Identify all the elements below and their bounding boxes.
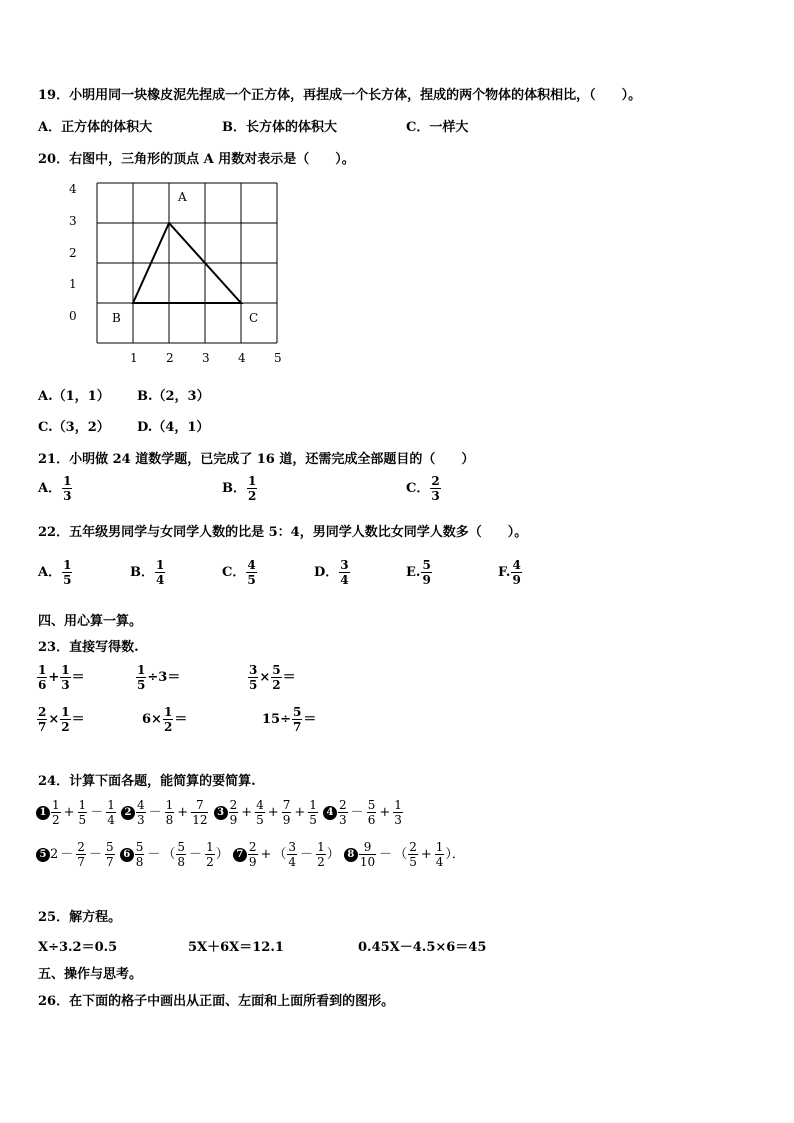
q22-option-f: F. $\frac{4}{9}$ xyxy=(498,558,521,587)
y-tick: 1 xyxy=(69,277,77,291)
q19-option-b: B．长方体的体积大 xyxy=(222,120,337,135)
q20-option-c: C.（3，2） xyxy=(38,420,110,435)
vertex-label-b: B xyxy=(112,311,121,325)
q22-stem: 22．五年级男同学与女同学人数的比是 5：4，男同学人数比女同学人数多（ ）。 xyxy=(38,525,528,540)
q23-stem: 23．直接写得数. xyxy=(38,640,139,655)
q19-option-a: A．正方体的体积大 xyxy=(38,120,153,135)
q22-option-e: E. $\frac{5}{9}$ xyxy=(406,558,431,587)
q20-option-a: A.（1，1） xyxy=(38,389,110,404)
item-number-badge: 2 xyxy=(121,806,135,820)
section-4-heading: 四、用心算一算。 xyxy=(38,614,143,629)
y-tick: 0 xyxy=(69,309,77,323)
q24-stem: 24．计算下面各题，能简算的要简算. xyxy=(38,774,256,789)
item-number-badge: 5 xyxy=(36,848,50,862)
q20-option-d: D.（4，1） xyxy=(137,420,210,435)
q24-row-1: 1 $\frac{1}{2}$ + $\frac{1}{5}$ － $\frac{1}{4}$ 2 $\frac{4}{3}$ － $\frac{1}{8}$ + $\frac{7}{12}$ 3 $\frac{2}{9}$ + $\frac{4}{5}$ + $\frac{7}{9}$ + $\frac{1}{5}$ 4 $\frac{2}{3}$ － $\frac{5}{6}$ + $\frac{1}{3}$ xyxy=(36,798,404,827)
q22-option-c: C． $\frac{4}{5}$ xyxy=(222,558,256,587)
y-tick: 2 xyxy=(69,246,77,260)
q20-option-b: B.（2，3） xyxy=(137,389,210,404)
q26-stem: 26．在下面的格子中画出从正面、左面和上面所看到的图形。 xyxy=(38,994,395,1009)
q23-item-6: 15÷ $\frac{5}{7}$ ＝ xyxy=(262,705,317,734)
item-number-badge: 3 xyxy=(214,806,228,820)
q21-option-a: A． $\frac{1}{3}$ xyxy=(38,474,72,503)
q22-option-a: A． $\frac{1}{5}$ xyxy=(38,558,72,587)
coordinate-grid xyxy=(60,178,300,373)
q21-option-c: C． $\frac{2}{3}$ xyxy=(406,474,440,503)
q23-item-3: $\frac{3}{5}$ × $\frac{5}{2}$ ＝ xyxy=(249,663,296,692)
q19-option-c: C．一样大 xyxy=(406,120,469,135)
q23-item-1: $\frac{1}{6}$ + $\frac{1}{3}$ ＝ xyxy=(38,663,85,692)
x-tick: 2 xyxy=(166,351,174,365)
y-tick: 3 xyxy=(69,214,77,228)
q25-stem: 25．解方程。 xyxy=(38,910,122,925)
x-tick: 4 xyxy=(238,351,246,365)
q20-stem: 20．右图中，三角形的顶点 A 用数对表示是（ ）。 xyxy=(38,152,355,167)
x-tick: 1 xyxy=(130,351,138,365)
q22-option-b: B． $\frac{1}{4}$ xyxy=(130,558,165,587)
q23-item-4: $\frac{2}{7}$ × $\frac{1}{2}$ ＝ xyxy=(38,705,85,734)
item-number-badge: 1 xyxy=(36,806,50,820)
x-tick: 3 xyxy=(202,351,210,365)
x-tick: 5 xyxy=(274,351,282,365)
q25-equation-2: 5X＋6X＝12.1 xyxy=(188,940,284,955)
q21-option-b: B． $\frac{1}{2}$ xyxy=(222,474,257,503)
item-number-badge: 6 xyxy=(120,848,134,862)
item-number-badge: 7 xyxy=(233,848,247,862)
q22-option-d: D． $\frac{3}{4}$ xyxy=(314,558,349,587)
q21-stem: 21．小明做 24 道数学题，已完成了 16 道，还需完成全部题目的（ ） xyxy=(38,452,475,467)
q25-equation-3: 0.45X－4.5×6＝45 xyxy=(358,940,487,955)
grid-figure xyxy=(60,178,300,373)
item-number-badge: 8 xyxy=(344,848,358,862)
q23-item-2: $\frac{1}{5}$ ÷3＝ xyxy=(137,663,181,692)
vertex-label-c: C xyxy=(249,311,259,325)
q25-equation-1: X÷3.2＝0.5 xyxy=(38,940,118,955)
q23-item-5: 6× $\frac{1}{2}$ ＝ xyxy=(142,705,188,734)
vertex-label-a: A xyxy=(178,190,187,204)
q19-stem: 19．小明用同一块橡皮泥先捏成一个正方体，再捏成一个长方体，捏成的两个物体的体积相比，（ ）。 xyxy=(38,88,642,103)
q24-row-2: 5 2 － $\frac{2}{7}$ － $\frac{5}{7}$ 6 $\frac{5}{8}$ － （ $\frac{5}{8}$ － $\frac{1}{2}$ ） 7 $\frac{2}{9}$ + （ $\frac{3}{4}$ － $\frac{1}{2}$ ） 8 $\frac{9}{10}$ － （ $\frac{2}{5}$ + $\frac{1}{4}$ ）． xyxy=(36,840,465,869)
y-tick: 4 xyxy=(69,182,77,196)
section-5-heading: 五、操作与思考。 xyxy=(38,967,143,982)
item-number-badge: 4 xyxy=(323,806,337,820)
